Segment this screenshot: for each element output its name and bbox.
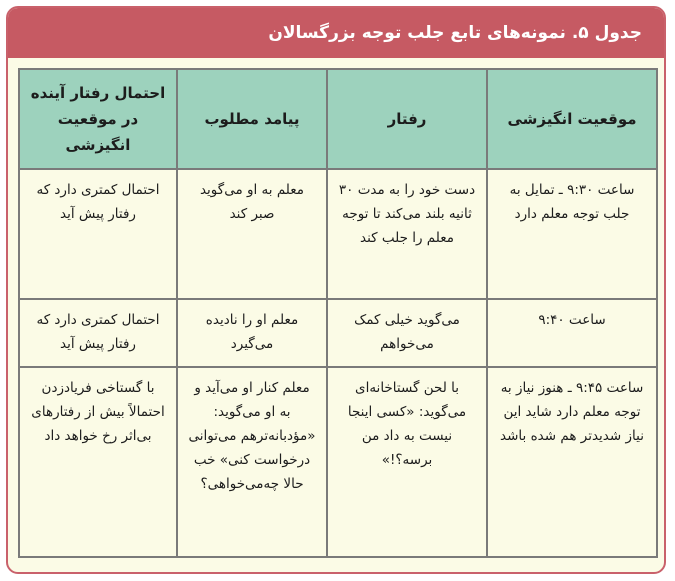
cell-behavior: دست خود را به مدت ۳۰ ثانیه بلند می‌کند تا توجه معلم را جلب کند [327, 169, 487, 299]
motivation-table [18, 68, 658, 558]
header-row [19, 69, 657, 169]
table-row [19, 169, 657, 299]
table-row [19, 299, 657, 367]
cell-likelihood: با گستاخی فریادزدن احتمالاً بیش از رفتارهای بی‌اثر رخ خواهد داد [19, 367, 177, 557]
cell-consequence: معلم به او می‌گوید صبر کند [177, 169, 327, 299]
header-behavior: رفتار [327, 69, 487, 169]
cell-situation: ساعت ۹:۴۵ ـ هنوز نیاز به توجه معلم دارد شاید این نیاز شدیدتر هم شده باشد [487, 367, 657, 557]
cell-consequence: معلم کنار او می‌آید و به او می‌گوید: «مؤدبانه‌ترهم می‌توانی درخواست کنی» خب حالا چه‌می‌خواهی؟ [177, 367, 327, 557]
cell-likelihood: احتمال کمتری دارد که رفتار پیش آید [19, 299, 177, 367]
table-title: جدول ۵. نمونه‌های تابع جلب توجه بزرگسالان [8, 8, 664, 58]
cell-behavior: با لحن گستاخانه‌ای می‌گوید: «کسی اینجا نیست به داد من برسه؟!» [327, 367, 487, 557]
cell-situation: ساعت ۹:۳۰ ـ تمایل به جلب توجه معلم دارد [487, 169, 657, 299]
table-row [19, 367, 657, 557]
cell-consequence: معلم او را نادیده می‌گیرد [177, 299, 327, 367]
cell-likelihood: احتمال کمتری دارد که رفتار پیش آید [19, 169, 177, 299]
header-desired-consequence: پیامد مطلوب [177, 69, 327, 169]
cell-behavior: می‌گوید خیلی کمک می‌خواهم [327, 299, 487, 367]
table-frame [6, 6, 666, 574]
header-future-likelihood: احتمال رفتار آینده در موقعیت انگیزشی [19, 69, 177, 169]
header-motivating-situation: موقعیت انگیزشی [487, 69, 657, 169]
cell-situation: ساعت ۹:۴۰ [487, 299, 657, 367]
